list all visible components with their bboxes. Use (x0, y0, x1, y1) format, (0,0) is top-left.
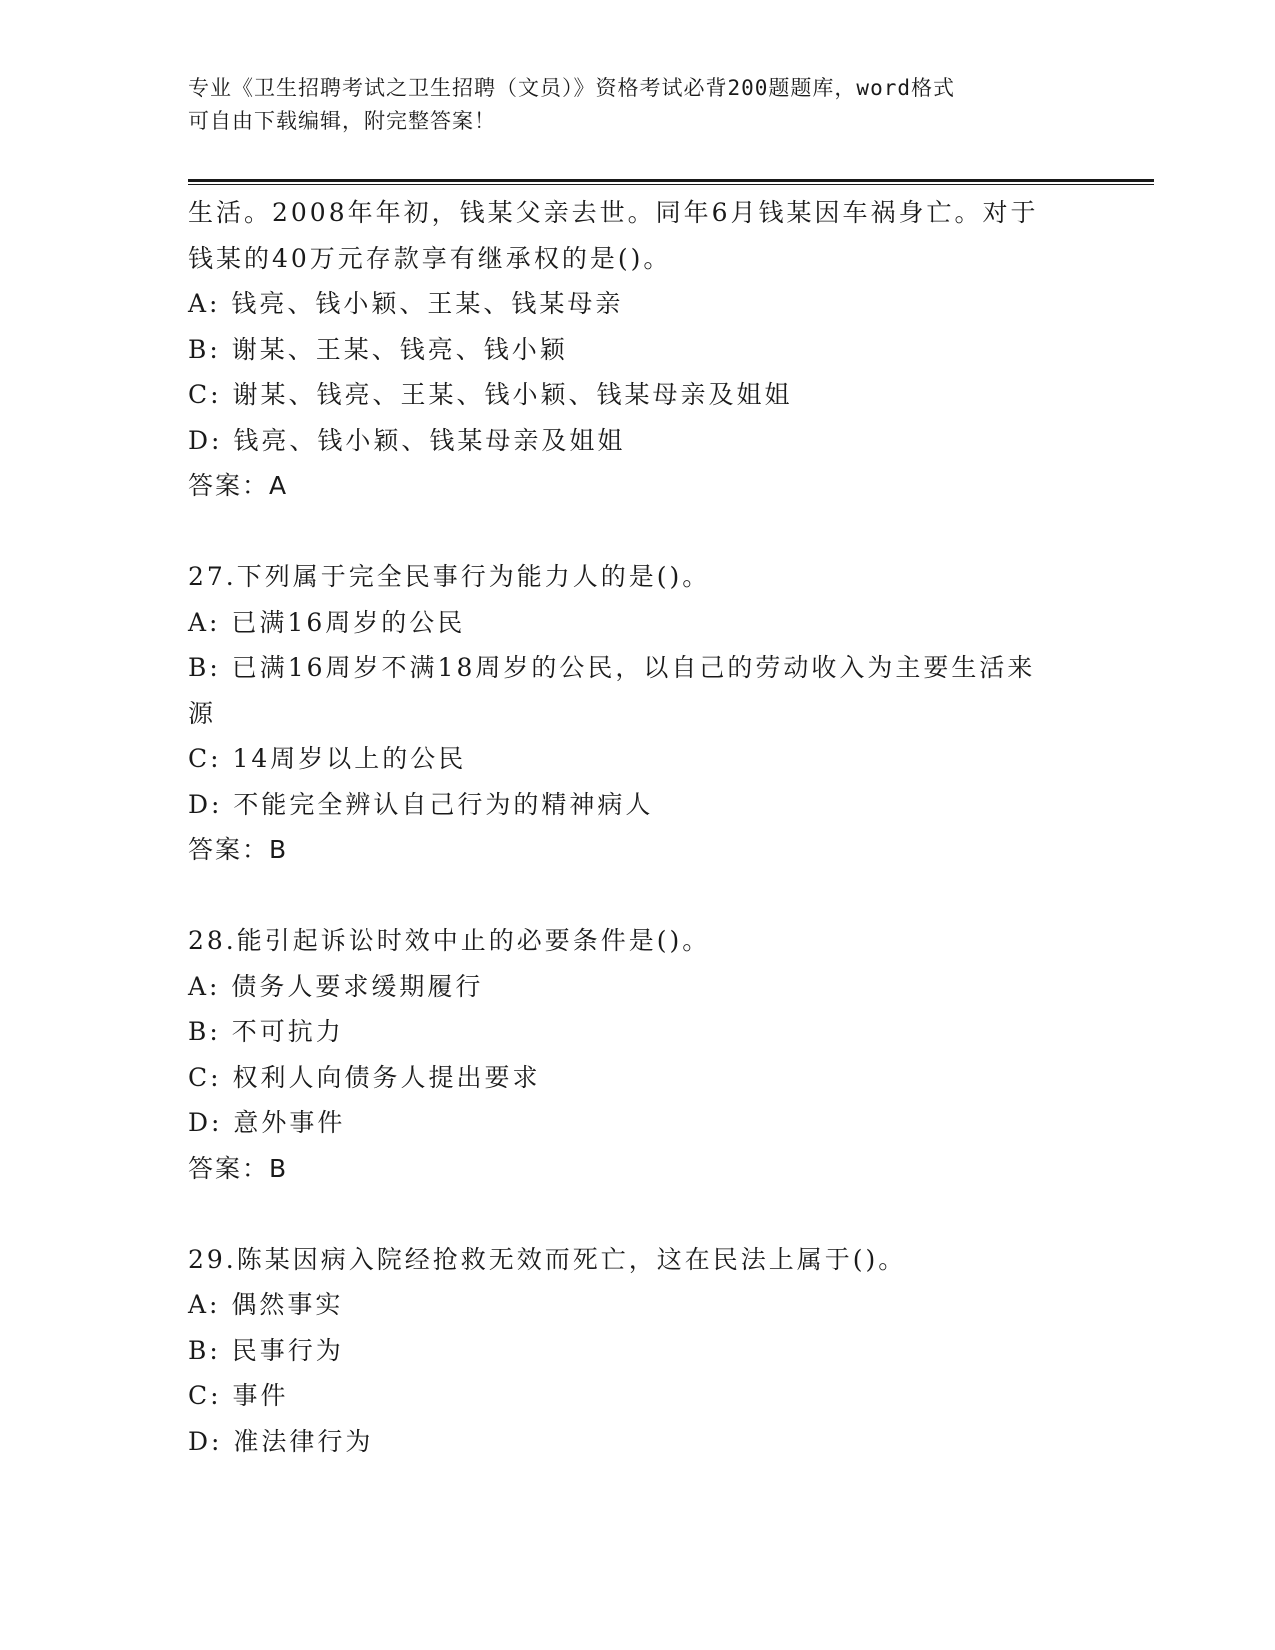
header-divider-thick (188, 179, 1154, 182)
question-27 (188, 554, 1088, 873)
question-stem: 钱某的40万元存款享有继承权的是()。 (188, 243, 672, 273)
question-stem: 28.能引起诉讼时效中止的必要条件是()。 (188, 926, 711, 955)
question-list (188, 190, 1088, 1464)
question-stem: 27.下列属于完全民事行为能力人的是()。 (188, 562, 711, 591)
option-c: C: 事件 (188, 1381, 289, 1410)
option-c: C: 14周岁以上的公民 (188, 744, 467, 773)
option-c: C: 权利人向债务人提出要求 (188, 1062, 541, 1092)
spacer (188, 1191, 1088, 1237)
answer-line: 答案：A (188, 471, 289, 500)
document-header (188, 72, 1068, 138)
option-b: B: 已满16周岁不满18周岁的公民，以自己的劳动收入为主要生活来 (188, 653, 1036, 682)
option-a: A: 已满16周岁的公民 (188, 607, 466, 637)
option-c: C: 谢某、钱亮、王某、钱小颖、钱某母亲及姐姐 (188, 380, 793, 409)
option-b: B: 谢某、王某、钱亮、钱小颖 (188, 334, 568, 364)
header-line-2: 可自由下载编辑，附完整答案！ (188, 109, 496, 133)
header-divider-thin (188, 184, 1154, 185)
question-26 (188, 190, 1088, 509)
question-29 (188, 1237, 1088, 1465)
option-b: B: 民事行为 (188, 1335, 344, 1365)
answer-line: 答案：B (188, 1153, 289, 1183)
spacer (188, 509, 1088, 555)
option-b-continued: 源 (188, 698, 217, 728)
option-d: D: 准法律行为 (188, 1426, 374, 1456)
option-d: D: 钱亮、钱小颖、钱某母亲及姐姐 (188, 425, 626, 455)
option-b: B: 不可抗力 (188, 1017, 344, 1046)
question-28 (188, 918, 1088, 1191)
option-d: D: 意外事件 (188, 1108, 346, 1137)
answer-line: 答案：B (188, 835, 289, 864)
option-a: A: 债务人要求缓期履行 (188, 971, 484, 1001)
question-stem: 29.陈某因病入院经抢救无效而死亡，这在民法上属于()。 (188, 1244, 907, 1274)
option-a: A: 偶然事实 (188, 1290, 344, 1319)
header-line-1: 专业《卫生招聘考试之卫生招聘（文员）》资格考试必背200题题库，word格式 (188, 76, 955, 100)
option-a: A: 钱亮、钱小颖、王某、钱某母亲 (188, 289, 624, 318)
spacer (188, 873, 1088, 919)
question-stem: 生活。2008年年初，钱某父亲去世。同年6月钱某因车祸身亡。对于 (188, 198, 1039, 227)
option-d: D: 不能完全辨认自己行为的精神病人 (188, 789, 654, 819)
